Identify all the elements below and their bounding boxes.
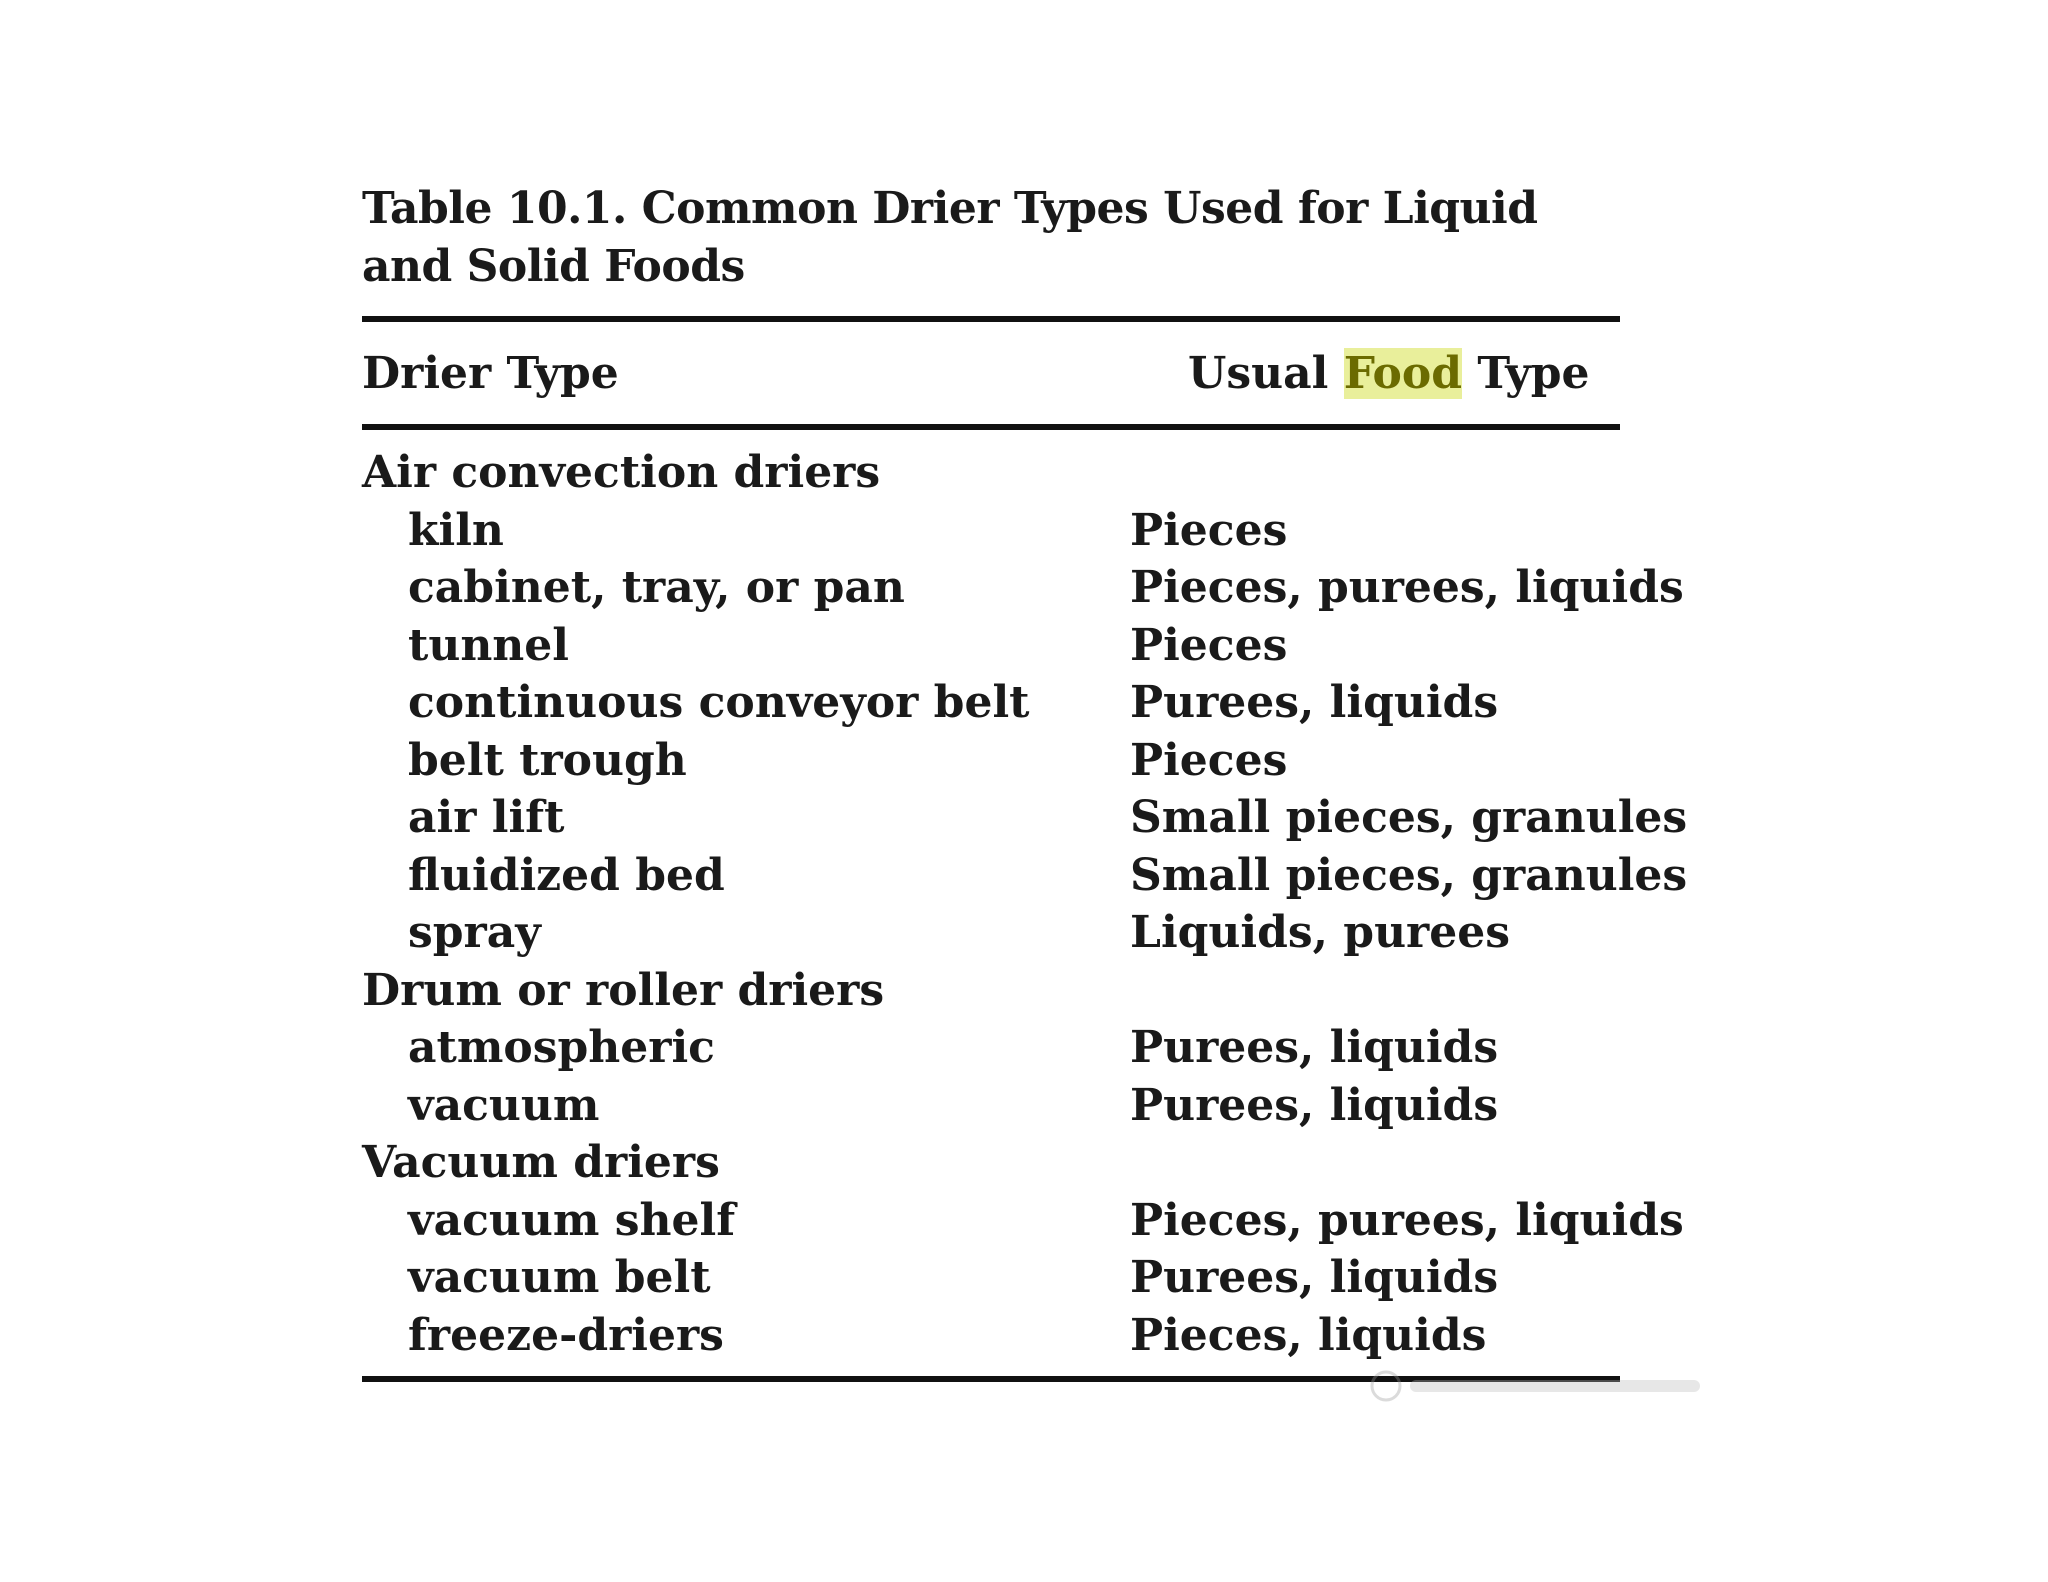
food-type-cell: Small pieces, granules xyxy=(1130,792,1688,843)
table-row xyxy=(362,732,1620,790)
table-row xyxy=(362,847,1688,905)
table-row xyxy=(362,1077,1620,1135)
food-type-cell: Purees, liquids xyxy=(1130,1252,1499,1303)
food-type-cell: Small pieces, granules xyxy=(1130,849,1688,901)
food-type-cell: Pieces xyxy=(1130,504,1288,556)
food-type-cell: Purees, liquids xyxy=(1130,677,1499,728)
table-header xyxy=(362,322,1620,424)
table-row xyxy=(362,1019,1620,1077)
drier-type-cell: fluidized bed xyxy=(408,849,725,901)
food-type-cell: Pieces xyxy=(1130,734,1288,786)
group-row xyxy=(362,444,1620,502)
table-row xyxy=(362,617,1620,675)
food-type-cell: Pieces, purees, liquids xyxy=(1130,562,1684,613)
table-row xyxy=(362,1307,1620,1365)
header-drier-type: Drier Type xyxy=(362,348,619,399)
group-row xyxy=(362,962,1620,1020)
table-row xyxy=(362,674,1620,732)
table-row xyxy=(362,559,1684,617)
food-type-cell: Purees, liquids xyxy=(1130,1079,1499,1131)
drier-type-cell: freeze-driers xyxy=(408,1309,724,1361)
drier-type-cell: atmospheric xyxy=(408,1022,715,1073)
drier-type-cell: tunnel xyxy=(408,619,570,671)
table-row xyxy=(362,904,1620,962)
drier-type-cell: Vacuum driers xyxy=(362,1137,720,1188)
table-row xyxy=(362,1249,1620,1307)
header-food-type-suffix: Type xyxy=(1477,348,1590,399)
watermark-logo-icon xyxy=(1364,1358,1718,1408)
table-body xyxy=(362,444,1688,1364)
drier-type-cell: air lift xyxy=(408,792,565,843)
drier-type-cell: belt trough xyxy=(408,734,687,786)
food-type-cell: Pieces, liquids xyxy=(1130,1309,1487,1361)
header-rule xyxy=(362,424,1620,430)
table-row xyxy=(362,789,1688,847)
food-type-cell: Pieces, purees, liquids xyxy=(1130,1194,1684,1246)
header-food-type-prefix: Usual xyxy=(1188,348,1329,399)
document xyxy=(362,180,1688,1382)
drier-type-cell: spray xyxy=(408,907,541,958)
drier-type-cell: vacuum xyxy=(408,1079,600,1131)
group-row xyxy=(362,1134,1620,1192)
table-title: Table 10.1. Common Drier Types Used for Liquid and Solid Foods xyxy=(362,183,1538,292)
header-food-type xyxy=(1188,348,1590,399)
highlighted-word: Food xyxy=(1343,348,1462,399)
drier-type-cell: Drum or roller driers xyxy=(362,964,885,1016)
drier-type-cell: vacuum belt xyxy=(408,1252,711,1303)
table-row xyxy=(362,1192,1684,1250)
food-type-cell: Purees, liquids xyxy=(1130,1022,1499,1073)
table-row xyxy=(362,502,1620,560)
drier-type-cell: vacuum shelf xyxy=(408,1194,736,1246)
food-type-cell: Pieces xyxy=(1130,619,1288,671)
drier-type-cell: cabinet, tray, or pan xyxy=(408,562,905,613)
drier-type-cell: continuous conveyor belt xyxy=(408,677,1030,728)
drier-type-cell: kiln xyxy=(408,504,504,556)
drier-type-cell: Air convection driers xyxy=(362,447,881,498)
food-type-cell: Liquids, purees xyxy=(1130,907,1510,958)
